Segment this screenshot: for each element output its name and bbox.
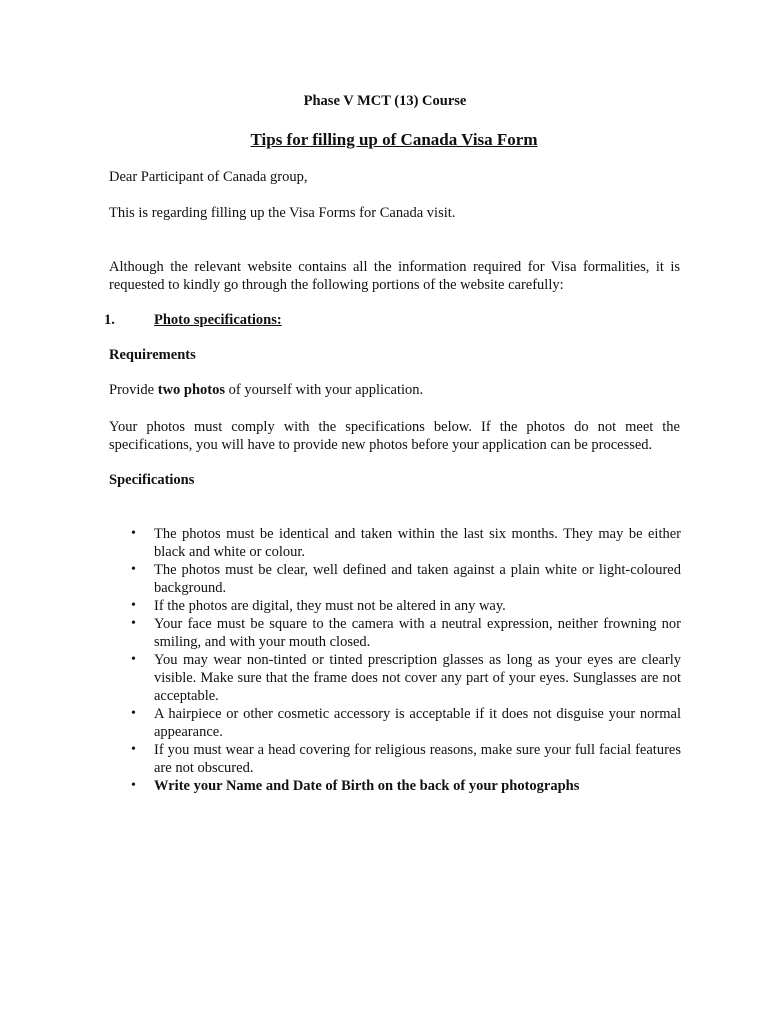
- requirements-heading: Requirements: [109, 347, 196, 363]
- list-item: • Write your Name and Date of Birth on the back of your photographs: [131, 778, 580, 794]
- specifications-list: [109, 525, 681, 795]
- provide-line: [109, 382, 423, 399]
- bullet-icon: •: [131, 652, 136, 667]
- specifications-heading: Specifications: [109, 472, 195, 488]
- list-item: • If the photos are digital, they must not be altered in any way.: [131, 598, 506, 614]
- greeting: Dear Participant of Canada group,: [109, 169, 308, 185]
- list-item: • You may wear non-tinted or tinted prescription glasses as long as your eyes are clearly visible. Make sure that the frame does not cover any part of your eyes. Sunglasses are not acceptable.: [131, 652, 681, 704]
- document-title: Tips for filling up of Canada Visa Form: [250, 130, 538, 149]
- bullet-icon: •: [131, 562, 136, 577]
- section-number: 1.: [104, 312, 115, 328]
- bullet-icon: •: [131, 616, 136, 631]
- list-item: • A hairpiece or other cosmetic accessory is acceptable if it does not disguise your normal appearance.: [131, 706, 681, 740]
- bullet-icon: •: [131, 598, 136, 613]
- list-item: • Your face must be square to the camera with a neutral expression, neither frowning nor smiling, and with your mouth closed.: [131, 616, 681, 650]
- comply-paragraph: Your photos must comply with the specifications below. If the photos do not meet the specifications, you will have to provide new photos before your application can be processed.: [109, 419, 680, 453]
- list-item: • The photos must be clear, well defined and taken against a plain white or light-coloured background.: [131, 562, 681, 596]
- list-item: • If you must wear a head covering for religious reasons, make sure your full facial features are not obscured.: [131, 742, 681, 776]
- bullet-icon: •: [131, 706, 136, 721]
- request-paragraph: Although the relevant website contains all the information required for Visa formalities, it is requested to kindly go through the following portions of the website carefully:: [109, 259, 680, 293]
- provide-prefix: Provide: [109, 382, 158, 398]
- provide-bold: two photos: [157, 382, 226, 398]
- course-heading: Phase V MCT (13) Course: [303, 93, 467, 109]
- bullet-icon: •: [131, 778, 136, 793]
- provide-suffix: of yourself with your application.: [225, 382, 424, 398]
- bullet-icon: •: [131, 742, 136, 757]
- regarding-line: This is regarding filling up the Visa Forms for Canada visit.: [109, 205, 456, 221]
- section-title: Photo specifications:: [154, 312, 282, 328]
- bullet-icon: •: [131, 526, 136, 541]
- list-item: • The photos must be identical and taken within the last six months. They may be either black and white or colour.: [131, 526, 681, 560]
